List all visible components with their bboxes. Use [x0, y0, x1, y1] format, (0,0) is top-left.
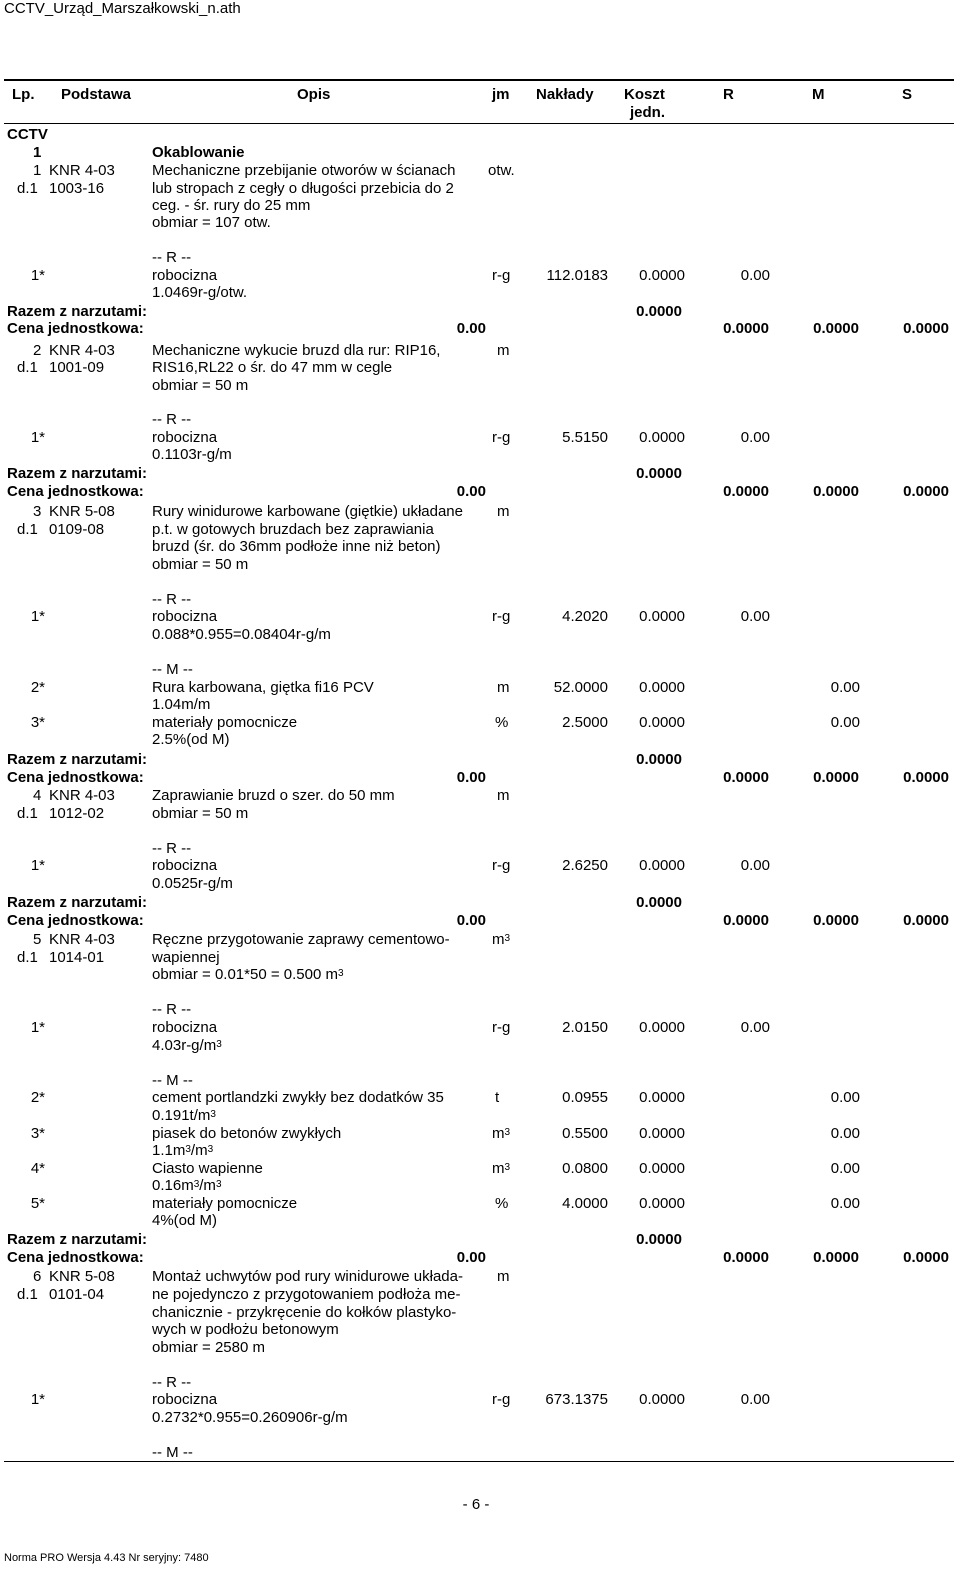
section-title: CCTV: [7, 126, 48, 143]
col-header-naklady: Nakłady: [536, 86, 594, 103]
resource-norm: $4.03r-g/m^3$: [152, 1037, 222, 1054]
resource-kind: -- M --: [152, 1444, 193, 1461]
resource-index: 1*: [30, 608, 45, 625]
resource-kind: -- R --: [152, 1374, 192, 1391]
group-number: 1: [33, 144, 42, 161]
resource-value: 0.00: [830, 1195, 860, 1212]
resource-index: 1*: [30, 1019, 45, 1036]
description-line: obmiar = 50 m: [152, 805, 249, 822]
resource-value: 0.00: [830, 1125, 860, 1142]
cena-r: 0.0000: [723, 769, 769, 786]
resource-name: piasek do betonów zwykłych: [152, 1125, 342, 1142]
position-number: 3: [33, 503, 42, 520]
cena-r: 0.0000: [723, 912, 769, 929]
basis-catalog: KNR 4-03: [49, 162, 115, 179]
resource-price: 0.0000: [639, 1391, 685, 1408]
description-line: obmiar = 2580 m: [152, 1339, 265, 1356]
page-bottom-rule: [4, 1461, 954, 1462]
resource-quantity: 4.2020: [562, 608, 608, 625]
description-line: ne pojedynczo z przygotowaniem podłoża me-: [152, 1286, 461, 1303]
description-line: obmiar = 50 m: [152, 377, 249, 394]
resource-price: 0.0000: [639, 714, 685, 731]
basis-prefix: d.1: [17, 1286, 38, 1303]
cena-m: 0.0000: [813, 320, 859, 337]
razem-label: Razem z narzutami:: [7, 465, 148, 482]
col-header-opis: Opis: [297, 86, 331, 103]
group-name: Okablowanie: [152, 144, 245, 161]
resource-unit: r-g: [492, 857, 511, 874]
description-line: Montaż uchwytów pod rury winidurowe układa-: [152, 1268, 463, 1285]
description-line: Ręczne przygotowanie zaprawy cementowo-: [152, 931, 450, 948]
basis-catalog: KNR 5-08: [49, 503, 115, 520]
resource-unit: %: [495, 714, 509, 731]
resource-kind: -- R --: [152, 840, 192, 857]
resource-value: 0.00: [740, 857, 770, 874]
resource-norm: 1.04m/m: [152, 696, 211, 713]
col-header-s: S: [902, 86, 913, 103]
cena-s: 0.0000: [903, 1249, 949, 1266]
resource-quantity: 0.5500: [562, 1125, 608, 1142]
description-line: p.t. w gotowych bruzdach bez zaprawiania: [152, 521, 434, 538]
basis-table: 1003-16: [49, 180, 105, 197]
resource-quantity: 2.5000: [562, 714, 608, 731]
resource-name: materiały pomocnicze: [152, 714, 298, 731]
resource-price: 0.0000: [639, 608, 685, 625]
position-unit: m: [497, 1268, 510, 1285]
resource-value: 0.00: [740, 1019, 770, 1036]
position-number: 4: [33, 787, 42, 804]
resource-quantity: 2.0150: [562, 1019, 608, 1036]
software-footer: Norma PRO Wersja 4.43 Nr seryjny: 7480: [4, 1552, 209, 1564]
resource-name: robocizna: [152, 1391, 218, 1408]
basis-catalog: KNR 4-03: [49, 342, 115, 359]
description-line: obmiar = 107 otw.: [152, 214, 271, 231]
col-header-podstawa: Podstawa: [61, 86, 132, 103]
description-line: Mechaniczne przebijanie otworów w ścianach: [152, 162, 456, 179]
basis-prefix: d.1: [17, 521, 38, 538]
resource-unit: r-g: [492, 1019, 511, 1036]
cena-r: 0.0000: [723, 483, 769, 500]
resource-norm: $0.191t/m^3$: [152, 1107, 216, 1124]
resource-norm: 0.0525r-g/m: [152, 875, 233, 892]
basis-table: 1001-09: [49, 359, 105, 376]
razem-label: Razem z narzutami:: [7, 751, 148, 768]
position-number: 1: [33, 162, 42, 179]
resource-kind: -- M --: [152, 1072, 193, 1089]
cena-label: Cena jednostkowa:: [7, 912, 144, 929]
position-number: 5: [33, 931, 42, 948]
resource-norm: 0.1103r-g/m: [152, 446, 232, 463]
razem-value: 0.0000: [636, 894, 682, 911]
resource-norm: 0.2732*0.955=0.260906r-g/m: [152, 1409, 348, 1426]
resource-unit: %: [495, 1195, 509, 1212]
position-unit: m: [497, 503, 510, 520]
resource-value: 0.00: [830, 714, 860, 731]
col-header-r: R: [723, 86, 734, 103]
basis-table: 0109-08: [49, 521, 105, 538]
resource-index: 3*: [30, 714, 45, 731]
col-header-jedn: jedn.: [630, 104, 666, 121]
cena-m: 0.0000: [813, 769, 859, 786]
resource-value: 0.00: [740, 1391, 770, 1408]
resource-value: 0.00: [740, 267, 770, 284]
resource-index: 1*: [30, 857, 45, 874]
resource-kind: -- M --: [152, 661, 193, 678]
cena-label: Cena jednostkowa:: [7, 483, 144, 500]
position-number: 6: [33, 1268, 42, 1285]
description-line: chanicznie - przykręcenie do kołków plastyko-: [152, 1304, 457, 1321]
resource-norm: 4%(od M): [152, 1212, 218, 1229]
col-header-m: M: [812, 86, 825, 103]
resource-norm: $0.16m^3/m^3$: [152, 1177, 222, 1194]
resource-unit: $m^3$: [492, 1125, 511, 1142]
description-line: Mechaniczne wykucie bruzd dla rur: RIP16,: [152, 342, 441, 359]
resource-name: robocizna: [152, 429, 218, 446]
description-line: obmiar = 50 m: [152, 556, 249, 573]
resource-index: 3*: [30, 1125, 45, 1142]
resource-index: 1*: [30, 267, 45, 284]
resource-unit: r-g: [492, 429, 511, 446]
resource-value: 0.00: [740, 429, 770, 446]
resource-quantity: 673.1375: [545, 1391, 608, 1408]
header-bottom-rule: [4, 123, 954, 124]
description-line: ceg. - śr. rury do 25 mm: [152, 197, 311, 214]
basis-prefix: d.1: [17, 805, 38, 822]
resource-price: 0.0000: [639, 857, 685, 874]
cena-total: 0.00: [456, 1249, 486, 1266]
resource-value: 0.00: [830, 1160, 860, 1177]
resource-unit: r-g: [492, 267, 511, 284]
position-unit: $m^3$: [492, 931, 511, 948]
description-line: Zaprawianie bruzd o szer. do 50 mm: [152, 787, 395, 804]
resource-price: 0.0000: [639, 1195, 685, 1212]
resource-name: cement portlandzki zwykły bez dodatków 35: [152, 1089, 444, 1106]
resource-value: 0.00: [830, 679, 860, 696]
description-line: lub stropach z cegły o długości przebicia do 2: [152, 180, 454, 197]
resource-index: 4*: [30, 1160, 45, 1177]
resource-kind: -- R --: [152, 1001, 192, 1018]
cena-m: 0.0000: [813, 1249, 859, 1266]
resource-name: materiały pomocnicze: [152, 1195, 298, 1212]
resource-index: 1*: [30, 429, 45, 446]
basis-table: 1012-02: [49, 805, 105, 822]
razem-label: Razem z narzutami:: [7, 894, 148, 911]
resource-quantity: 5.5150: [562, 429, 608, 446]
resource-price: 0.0000: [639, 679, 685, 696]
basis-catalog: KNR 4-03: [49, 931, 115, 948]
resource-unit: $m^3$: [492, 1160, 511, 1177]
cena-s: 0.0000: [903, 320, 949, 337]
cena-m: 0.0000: [813, 483, 859, 500]
resource-price: 0.0000: [639, 267, 685, 284]
position-unit: m: [497, 342, 510, 359]
resource-name: Rura karbowana, giętka fi16 PCV: [152, 679, 374, 696]
description-line: Rury winidurowe karbowane (giętkie) układane: [152, 503, 463, 520]
cena-r: 0.0000: [723, 1249, 769, 1266]
cena-label: Cena jednostkowa:: [7, 1249, 144, 1266]
resource-price: 0.0000: [639, 1019, 685, 1036]
resource-price: 0.0000: [639, 1125, 685, 1142]
resource-norm: 1.0469r-g/otw.: [152, 284, 248, 301]
resource-quantity: 4.0000: [562, 1195, 608, 1212]
resource-value: 0.00: [830, 1089, 860, 1106]
description-line: obmiar = 0.01*50 = 0.500 $m^3$: [152, 966, 344, 983]
resource-unit: t: [495, 1089, 500, 1106]
description-line: wapiennej: [152, 949, 220, 966]
cena-s: 0.0000: [903, 912, 949, 929]
basis-catalog: KNR 4-03: [49, 787, 115, 804]
page-number: - 6 -: [462, 1496, 490, 1513]
basis-prefix: d.1: [17, 359, 38, 376]
cena-m: 0.0000: [813, 912, 859, 929]
position-unit: otw.: [488, 162, 515, 179]
resource-unit: m: [497, 679, 510, 696]
resource-price: 0.0000: [639, 1160, 685, 1177]
resource-unit: r-g: [492, 608, 511, 625]
description-line: bruzd (śr. do 36mm podłoże inne niż beton): [152, 538, 441, 555]
basis-table: 0101-04: [49, 1286, 105, 1303]
description-line: wych w podłożu betonowym: [152, 1321, 339, 1338]
razem-label: Razem z narzutami:: [7, 303, 148, 320]
resource-index: 2*: [30, 1089, 45, 1106]
cena-s: 0.0000: [903, 483, 949, 500]
position-number: 2: [33, 342, 42, 359]
resource-norm: 0.088*0.955=0.08404r-g/m: [152, 626, 331, 643]
col-header-koszt: Koszt: [624, 86, 665, 103]
position-unit: m: [497, 787, 510, 804]
resource-norm: $1.1m^3/m^3$: [152, 1142, 214, 1159]
resource-quantity: 0.0800: [562, 1160, 608, 1177]
resource-unit: r-g: [492, 1391, 511, 1408]
basis-catalog: KNR 5-08: [49, 1268, 115, 1285]
resource-name: robocizna: [152, 608, 218, 625]
description-line: RIS16,RL22 o śr. do 47 mm w cegle: [152, 359, 393, 376]
resource-kind: -- R --: [152, 249, 192, 266]
cena-total: 0.00: [456, 912, 486, 929]
cena-label: Cena jednostkowa:: [7, 769, 144, 786]
resource-name: robocizna: [152, 267, 218, 284]
razem-label: Razem z narzutami:: [7, 1231, 148, 1248]
razem-value: 0.0000: [636, 465, 682, 482]
document-title: CCTV_Urząd_Marszałkowski_n.ath: [4, 0, 241, 17]
resource-index: 1*: [30, 1391, 45, 1408]
col-header-jm: jm: [492, 86, 510, 103]
razem-value: 0.0000: [636, 1231, 682, 1248]
basis-prefix: d.1: [17, 949, 38, 966]
resource-quantity: 52.0000: [553, 679, 608, 696]
resource-value: 0.00: [740, 608, 770, 625]
resource-norm: 2.5%(od M): [152, 731, 230, 748]
resource-index: 5*: [30, 1195, 45, 1212]
resource-kind: -- R --: [152, 411, 192, 428]
cena-s: 0.0000: [903, 769, 949, 786]
resource-name: robocizna: [152, 857, 218, 874]
cena-label: Cena jednostkowa:: [7, 320, 144, 337]
razem-value: 0.0000: [636, 751, 682, 768]
resource-price: 0.0000: [639, 429, 685, 446]
resource-name: Ciasto wapienne: [152, 1160, 263, 1177]
razem-value: 0.0000: [636, 303, 682, 320]
resource-kind: -- R --: [152, 591, 192, 608]
cena-total: 0.00: [456, 320, 486, 337]
resource-index: 2*: [30, 679, 45, 696]
col-header-lp: Lp.: [12, 86, 35, 103]
cena-total: 0.00: [456, 769, 486, 786]
header-top-rule: [4, 79, 954, 81]
cena-total: 0.00: [456, 483, 486, 500]
basis-table: 1014-01: [49, 949, 105, 966]
basis-prefix: d.1: [17, 180, 38, 197]
resource-quantity: 2.6250: [562, 857, 608, 874]
resource-name: robocizna: [152, 1019, 218, 1036]
resource-price: 0.0000: [639, 1089, 685, 1106]
cena-r: 0.0000: [723, 320, 769, 337]
resource-quantity: 112.0183: [546, 267, 608, 284]
resource-quantity: 0.0955: [562, 1089, 608, 1106]
